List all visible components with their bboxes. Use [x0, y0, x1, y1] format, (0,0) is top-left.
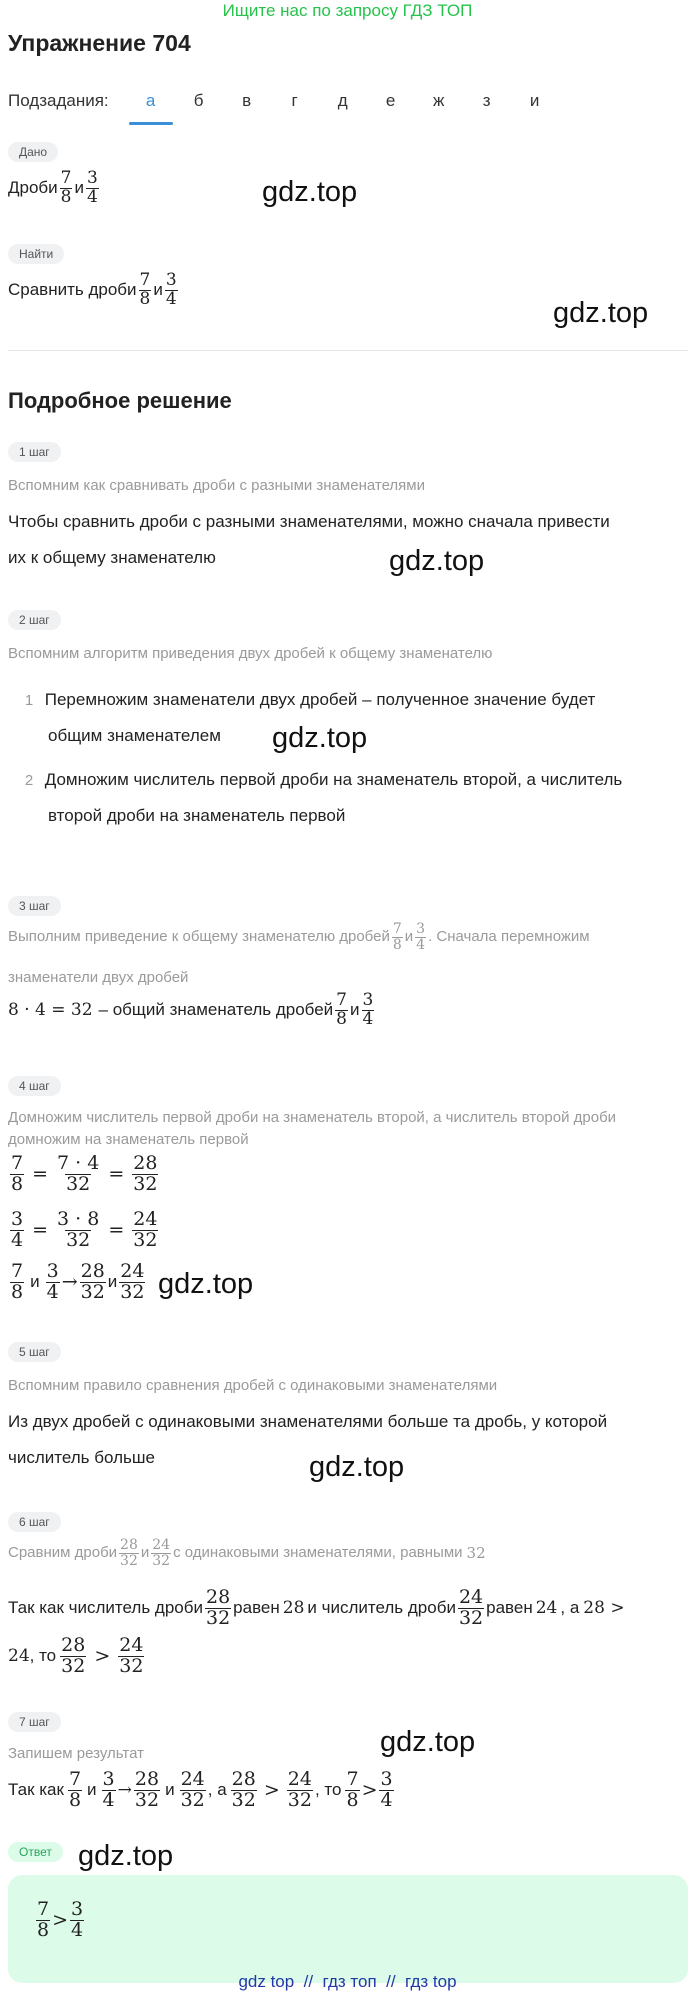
- fraction-7x4-32: $\frac{7 \cdot 4}{32}$: [57, 1152, 100, 1195]
- fraction-24-32: $\frac{24}{32}$: [119, 1634, 144, 1677]
- text: , а: [207, 1780, 227, 1800]
- text: Так как числитель дроби: [8, 1598, 203, 1618]
- and-word: и: [165, 1780, 175, 1800]
- step-1-line1: Чтобы сравнить дроби с разными знаменателями, можно сначала привести: [8, 512, 610, 531]
- fraction-28-32: $\frac{28}{32}$: [205, 1586, 231, 1629]
- fraction-7-8: $\frac{7}{8}$: [139, 270, 151, 309]
- and-word: и: [87, 1780, 97, 1800]
- fraction-28-32: $\frac{28}{32}$: [133, 1152, 158, 1195]
- step-6-hint: [8, 1538, 486, 1568]
- fraction-3-4: $\frac{3}{4}$: [380, 1768, 393, 1811]
- text: , а: [560, 1598, 580, 1618]
- watermark: gdz.top: [553, 297, 649, 329]
- list-item-line: Домножим числитель первой дроби на знаменатель второй, а числитель: [44, 770, 623, 789]
- step-5-hint: Вспомним правило сравнения дробей с одинаковыми знаменателями: [8, 1377, 498, 1394]
- divider: [8, 350, 688, 351]
- equals-sign: =: [32, 1219, 49, 1242]
- fraction-24-32: $\frac{24}{32}$: [458, 1586, 484, 1629]
- fraction-24-32: $\frac{24}{32}$: [133, 1208, 158, 1251]
- greater-sign: >: [361, 1779, 378, 1802]
- hint-text: Выполним приведение к общему знаменателю дробей: [8, 928, 390, 946]
- fraction-7-8: $\frac{7}{8}$: [336, 990, 347, 1029]
- hint-text: с одинаковыми знаменателями, равными: [173, 1544, 463, 1562]
- fraction-28-32: $\frac{28}{32}$: [120, 1537, 138, 1569]
- watermark: gdz.top: [78, 1840, 174, 1872]
- step-2-hint: Вспомним алгоритм приведения двух дробей к общему знаменателю: [8, 645, 493, 662]
- fraction-3-4: $\frac{3}{4}$: [362, 990, 374, 1029]
- fraction-3-4: $\frac{3}{4}$: [165, 270, 177, 309]
- product-expression: 8 · 4 = 32: [8, 1000, 93, 1021]
- step-5-pill: 5 шаг: [8, 1342, 61, 1362]
- step-4-eq-1: [8, 1154, 160, 1195]
- step-3-hint: [8, 922, 590, 952]
- step-4-pill: 4 шаг: [8, 1076, 61, 1096]
- and-word: и: [404, 928, 414, 946]
- watermark: gdz.top: [309, 1451, 405, 1483]
- fraction-24-32: $\frac{24}{32}$: [152, 1537, 171, 1569]
- watermark: gdz.top: [272, 722, 368, 754]
- given-text: [8, 170, 101, 207]
- fraction-7-8: $\frac{7}{8}$: [392, 921, 402, 953]
- step-7-line: [8, 1770, 396, 1811]
- step-4-hint-line2: домножим на знаменатель первой: [8, 1131, 249, 1148]
- step-2-item-2-line2: второй дроби на знаменатель первой: [48, 806, 346, 825]
- step-5-line1: Из двух дробей с одинаковыми знаменателями больше та дробь, у которой: [8, 1412, 608, 1431]
- answer-pill: Ответ: [8, 1842, 63, 1862]
- step-3-pill: 3 шаг: [8, 896, 61, 916]
- step-3-hint-line2: знаменатели двух дробей: [8, 969, 189, 986]
- fraction-7-8: $\frac{7}{8}$: [11, 1152, 24, 1195]
- greater-sign: >: [52, 1909, 69, 1932]
- fraction-24-32: $\frac{24}{32}$: [120, 1260, 145, 1303]
- step-2-item-1-line2: общим знаменателем: [48, 726, 221, 745]
- step-4-eq-3: [8, 1262, 147, 1303]
- fraction-3-4: $\frac{3}{4}$: [11, 1208, 24, 1251]
- hint-text: Сравним дроби: [8, 1544, 118, 1562]
- value-32: 32: [466, 1544, 486, 1563]
- tab-subtask-b[interactable]: б: [193, 91, 204, 110]
- and-word: и: [153, 280, 163, 300]
- fraction-3-4: $\frac{3}{4}$: [102, 1768, 115, 1811]
- watermark: gdz.top: [380, 1726, 476, 1758]
- text: равен: [233, 1598, 280, 1618]
- value-28: 28: [282, 1598, 305, 1619]
- fraction-28-32: $\frac{28}{32}$: [231, 1768, 256, 1811]
- tab-subtask-d[interactable]: д: [337, 91, 348, 110]
- step-6-line1: [8, 1588, 688, 1629]
- arrow-icon: →: [61, 1271, 78, 1294]
- tab-subtask-g[interactable]: г: [291, 91, 298, 110]
- step-5-line2: числитель больше: [8, 1448, 155, 1467]
- formula-text: – общий знаменатель дробей: [98, 1000, 334, 1020]
- and-word: и: [350, 1000, 360, 1020]
- find-label: Сравнить дроби: [8, 280, 137, 300]
- text: и числитель дроби: [307, 1598, 456, 1618]
- text: , то: [29, 1646, 57, 1666]
- equals-sign: =: [32, 1163, 49, 1186]
- watermark: gdz.top: [158, 1268, 254, 1300]
- fraction-24-32: $\frac{24}{32}$: [180, 1768, 205, 1811]
- value-24: 24: [8, 1646, 30, 1667]
- step-7-hint: Запишем результат: [8, 1745, 144, 1762]
- fraction-3-4: $\frac{3}{4}$: [46, 1260, 59, 1303]
- fraction-28-32: $\frac{28}{32}$: [80, 1260, 105, 1303]
- text: Так как: [8, 1780, 64, 1800]
- given-pill: Дано: [8, 142, 58, 162]
- step-6-pill: 6 шаг: [8, 1512, 61, 1532]
- fraction-3x8-32: $\frac{3 \cdot 8}{32}$: [57, 1208, 100, 1251]
- list-number: 1: [24, 692, 34, 709]
- answer-box: [8, 1875, 688, 1983]
- and-word: и: [74, 178, 84, 198]
- tab-subtask-zh[interactable]: ж: [432, 91, 445, 110]
- step-1-line2: их к общему знаменателю: [8, 548, 216, 567]
- and-word: и: [30, 1272, 40, 1292]
- step-4-hint-line1: Домножим числитель первой дроби на знаменатель второй, а числитель второй дроби: [8, 1109, 617, 1126]
- given-label: Дроби: [8, 178, 58, 198]
- step-6-line2: [8, 1636, 146, 1677]
- text: равен: [486, 1598, 533, 1618]
- step-2-item-1: [18, 688, 595, 713]
- step-1-pill: 1 шаг: [8, 442, 61, 462]
- step-2-item-2: [18, 768, 622, 793]
- greater-sign: >: [94, 1645, 111, 1668]
- watermark: gdz.top: [389, 545, 485, 577]
- tab-subtask-e[interactable]: е: [385, 91, 396, 110]
- watermark: gdz.top: [262, 176, 358, 208]
- tab-subtask-v[interactable]: в: [242, 91, 252, 110]
- tab-subtask-a[interactable]: а: [127, 87, 175, 115]
- hint-text: . Сначала перемножим: [428, 928, 590, 946]
- list-item-line: Перемножим знаменатели двух дробей – полученное значение будет: [44, 690, 596, 709]
- answer-formula: [34, 1900, 86, 1941]
- step-2-pill: 2 шаг: [8, 610, 61, 630]
- and-word: и: [107, 1272, 118, 1292]
- solution-title: Подробное решение: [8, 388, 232, 413]
- step-1-hint: Вспомним как сравнивать дроби с разными знаменателями: [8, 477, 425, 494]
- tab-subtask-z[interactable]: з: [482, 91, 491, 110]
- greater-sign: >: [263, 1779, 280, 1802]
- equals-sign: =: [108, 1163, 125, 1186]
- subtasks-bar: [8, 84, 559, 118]
- text: , то: [314, 1780, 342, 1800]
- fraction-28-32: $\frac{28}{32}$: [61, 1634, 86, 1677]
- fraction-7-8: $\frac{7}{8}$: [37, 1898, 50, 1941]
- step-3-formula: [8, 992, 376, 1029]
- find-pill: Найти: [8, 244, 64, 264]
- search-banner[interactable]: Ищите нас по запросу ГДЗ ТОП: [222, 1, 473, 20]
- fraction-3-4: $\frac{3}{4}$: [71, 1898, 84, 1941]
- fraction-3-4: $\frac{3}{4}$: [416, 921, 426, 953]
- fraction-7-8: $\frac{7}{8}$: [346, 1768, 359, 1811]
- value-24: 24: [535, 1598, 558, 1619]
- fraction-28-32: $\frac{28}{32}$: [134, 1768, 160, 1811]
- fraction-7-8: $\frac{7}{8}$: [11, 1260, 24, 1303]
- and-word: и: [140, 1544, 150, 1562]
- tab-subtask-i[interactable]: и: [529, 91, 540, 110]
- footer-links[interactable]: gdz top // гдз топ // гдз top: [238, 1972, 457, 1991]
- comparison: 28 >: [583, 1598, 625, 1619]
- fraction-24-32: $\frac{24}{32}$: [287, 1768, 312, 1811]
- fraction-3-4: $\frac{3}{4}$: [86, 168, 98, 207]
- step-4-eq-2: [8, 1210, 160, 1251]
- fraction-7-8: $\frac{7}{8}$: [68, 1768, 82, 1811]
- arrow-icon: →: [117, 1780, 132, 1801]
- page-title: Упражнение 704: [8, 30, 191, 56]
- step-7-pill: 7 шаг: [8, 1712, 61, 1732]
- equals-sign: =: [108, 1219, 125, 1242]
- subtasks-label: Подзадания:: [8, 91, 109, 110]
- fraction-7-8: $\frac{7}{8}$: [60, 168, 72, 207]
- list-number: 2: [24, 772, 34, 789]
- find-text: [8, 272, 180, 309]
